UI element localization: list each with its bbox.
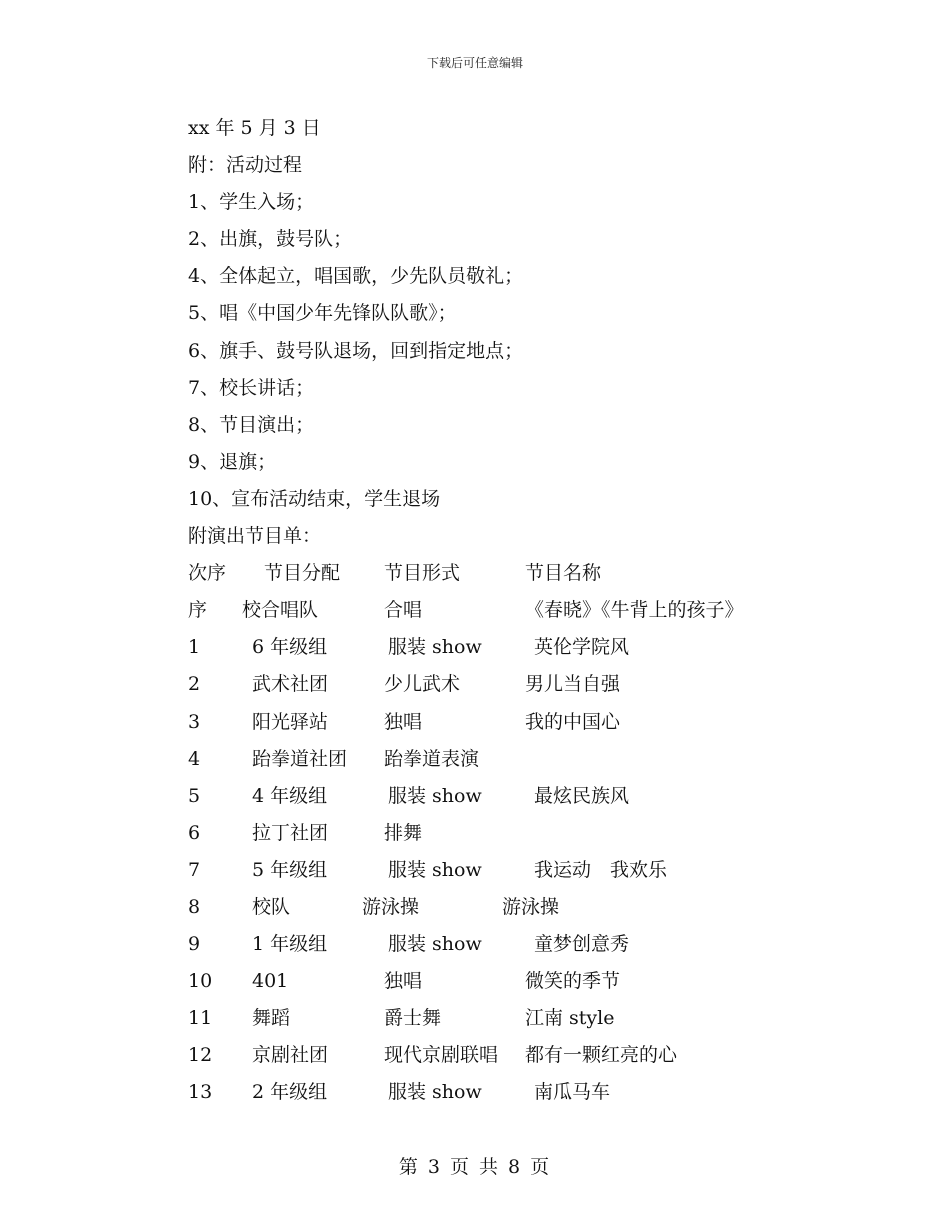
cell-title: 童梦创意秀 [534, 933, 630, 956]
table-row [188, 889, 828, 926]
cell-form: 少儿武术 [384, 673, 461, 696]
cell-assignment: 4 年级组 [252, 784, 328, 807]
cell-title: 都有一颗红亮的心 [525, 1044, 678, 1067]
cell-order: 9 [188, 933, 201, 956]
cell-order: 10 [188, 970, 213, 993]
cell-title: 游泳操 [502, 895, 560, 918]
cell-assignment: 1 年级组 [252, 933, 328, 956]
table-row [188, 815, 828, 852]
column-header-title: 节目名称 [525, 562, 602, 585]
cell-assignment: 跆拳道社团 [252, 747, 348, 770]
program-table-header [188, 555, 828, 592]
cell-form: 服装 show [388, 784, 482, 807]
cell-title: 江南 style [525, 1007, 615, 1030]
column-header-order: 次序 [188, 562, 227, 585]
cell-form: 跆拳道表演 [384, 747, 480, 770]
page-number: 第 3 页 共 8 页 [398, 1156, 552, 1178]
cell-assignment: 校合唱队 [242, 599, 319, 622]
cell-assignment: 京剧社团 [252, 1044, 329, 1067]
cell-assignment: 阳光驿站 [252, 710, 329, 733]
table-row [188, 778, 828, 815]
activity-step: 10、宣布活动结束，学生退场 [188, 487, 441, 510]
cell-assignment: 6 年级组 [252, 636, 328, 659]
cell-title: 我运动 我欢乐 [534, 858, 668, 881]
table-row [188, 741, 828, 778]
cell-form: 服装 show [388, 1081, 482, 1104]
cell-order: 5 [188, 784, 201, 807]
cell-order: 12 [188, 1044, 213, 1067]
cell-form: 服装 show [388, 933, 482, 956]
cell-order: 13 [188, 1081, 213, 1104]
cell-order: 2 [188, 673, 201, 696]
activity-step: 5、唱《中国少年先锋队队歌》； [188, 302, 457, 325]
table-row [188, 1074, 828, 1111]
cell-assignment: 校队 [252, 895, 291, 918]
date-line: xx 年 5 月 3 日 [188, 117, 321, 139]
cell-order: 8 [188, 895, 201, 918]
section-title-program: 附演出节目单： [188, 525, 322, 548]
cell-title: 男儿当自强 [525, 673, 621, 696]
cell-order: 4 [188, 747, 201, 770]
cell-title: 我的中国心 [525, 710, 621, 733]
activity-step: 4、全体起立，唱国歌，少先队员敬礼； [188, 265, 524, 288]
table-row [188, 1037, 828, 1074]
cell-form: 现代京剧联唱 [384, 1044, 499, 1067]
cell-assignment: 拉丁社团 [252, 821, 329, 844]
cell-title: 英伦学院风 [534, 636, 630, 659]
section-title-activity: 附：活动过程 [188, 154, 303, 177]
cell-order: 3 [188, 710, 201, 733]
column-header-form: 节目形式 [384, 562, 461, 585]
activity-step: 9、退旗； [188, 450, 277, 473]
table-row [188, 629, 828, 666]
cell-order: 序 [188, 599, 208, 622]
activity-step: 7、校长讲话； [188, 376, 315, 399]
table-row [188, 926, 828, 963]
cell-form: 服装 show [388, 858, 482, 881]
cell-assignment: 2 年级组 [252, 1081, 328, 1104]
table-row [188, 592, 828, 629]
cell-assignment: 5 年级组 [252, 858, 328, 881]
table-row [188, 704, 828, 741]
cell-assignment: 舞蹈 [252, 1007, 291, 1030]
table-row [188, 852, 828, 889]
cell-form: 爵士舞 [384, 1007, 442, 1030]
cell-form: 排舞 [384, 821, 423, 844]
cell-form: 服装 show [388, 636, 482, 659]
cell-assignment: 武术社团 [252, 673, 329, 696]
cell-assignment: 401 [252, 970, 289, 993]
table-row [188, 666, 828, 703]
cell-form: 独唱 [384, 710, 423, 733]
cell-form: 独唱 [384, 970, 423, 993]
page-header: 下载后可任意编辑 [426, 56, 523, 70]
cell-form: 游泳操 [362, 895, 420, 918]
activity-step: 6、旗手、鼓号队退场，回到指定地点； [188, 339, 524, 362]
table-row [188, 963, 828, 1000]
cell-title: 最炫民族风 [534, 784, 630, 807]
activity-step: 2、出旗，鼓号队； [188, 228, 353, 251]
cell-order: 6 [188, 821, 201, 844]
cell-title: 《春晓》《牛背上的孩子》 [525, 599, 744, 622]
activity-step: 8、节目演出； [188, 413, 315, 436]
cell-order: 7 [188, 858, 201, 881]
table-row [188, 1000, 828, 1037]
cell-title: 南瓜马车 [534, 1081, 611, 1104]
document-body [188, 110, 828, 1112]
cell-order: 1 [188, 636, 201, 659]
column-header-assignment: 节目分配 [264, 562, 341, 585]
cell-title: 微笑的季节 [525, 970, 621, 993]
cell-form: 合唱 [384, 599, 423, 622]
activity-step: 1、学生入场； [188, 191, 315, 214]
cell-order: 11 [188, 1007, 213, 1030]
